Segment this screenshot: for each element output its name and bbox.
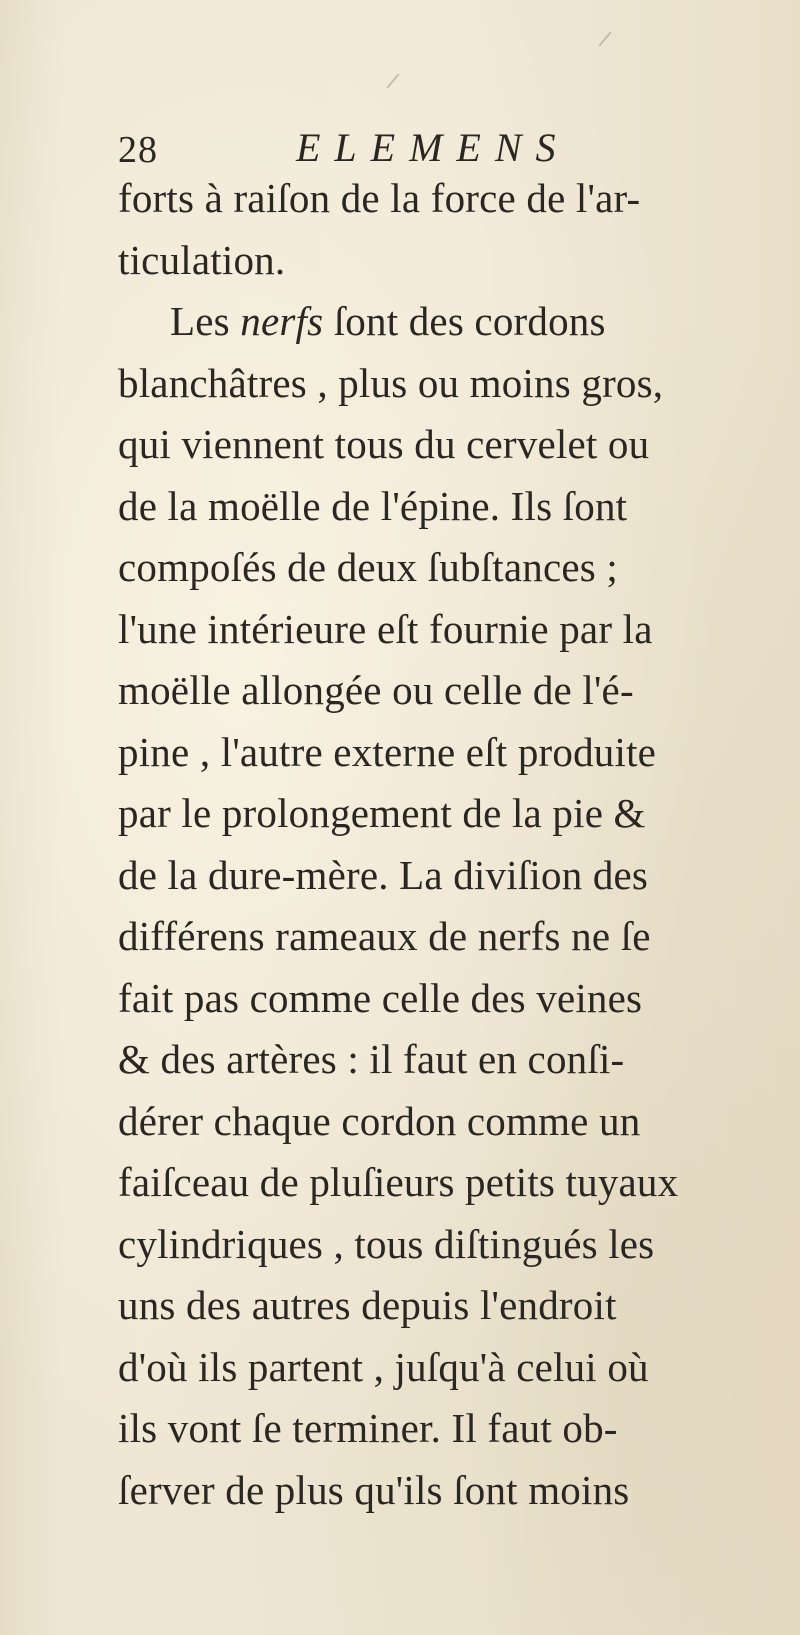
text-line: dérer chaque cordon comme un [118, 1097, 641, 1144]
text-line: l'une intérieure eſt fournie par la [118, 605, 653, 652]
body-text [118, 168, 783, 1521]
text-line: cylindriques , tous diſtingués les [118, 1220, 655, 1267]
text-line: de la dure-mère. La diviſion des [118, 851, 649, 898]
text-line: moëlle allongée ou celle de l'é- [118, 667, 634, 713]
text-line: ſerver de plus qu'ils ſont moins [118, 1466, 630, 1513]
italic-term-nerfs: nerfs [240, 298, 324, 344]
text-line: différens rameaux de nerfs ne ſe [118, 913, 651, 959]
text-line: blanchâtres , plus ou moins gros, [118, 359, 664, 406]
text-line: uns des autres depuis l'endroit [118, 1282, 617, 1328]
text-line: qui viennent tous du cervelet ou [118, 421, 650, 467]
text-line: ticulation. [118, 236, 286, 283]
running-title: ELEMENS [296, 125, 570, 170]
line-tail-text: ſont des cordons [323, 298, 606, 344]
text-line: forts à raiſon de la force de l'ar- [118, 175, 641, 221]
text-line: & des artères : il faut en conſi- [118, 1036, 625, 1082]
text-line: de la moëlle de l'épine. Ils ſont [118, 482, 628, 529]
page-number: 28 [118, 129, 158, 171]
text-line: pine , l'autre externe eſt produite [118, 728, 657, 775]
line-lead-text: Les [170, 298, 241, 344]
ink-mark [386, 73, 399, 88]
text-line: fait pas comme celle des veines [118, 974, 643, 1021]
ink-mark [598, 31, 611, 46]
text-line: d'où ils partent , juſqu'à celui où [118, 1343, 649, 1390]
text-line: faiſceau de pluſieurs petits tuyaux [118, 1159, 679, 1205]
paragraph-start-line [118, 291, 783, 353]
text-line: ils vont ſe terminer. Il faut ob- [118, 1405, 618, 1451]
text-line: par le prolongement de la pie & [118, 790, 646, 836]
text-line: compoſés de deux ſubſtances ; [118, 544, 618, 590]
